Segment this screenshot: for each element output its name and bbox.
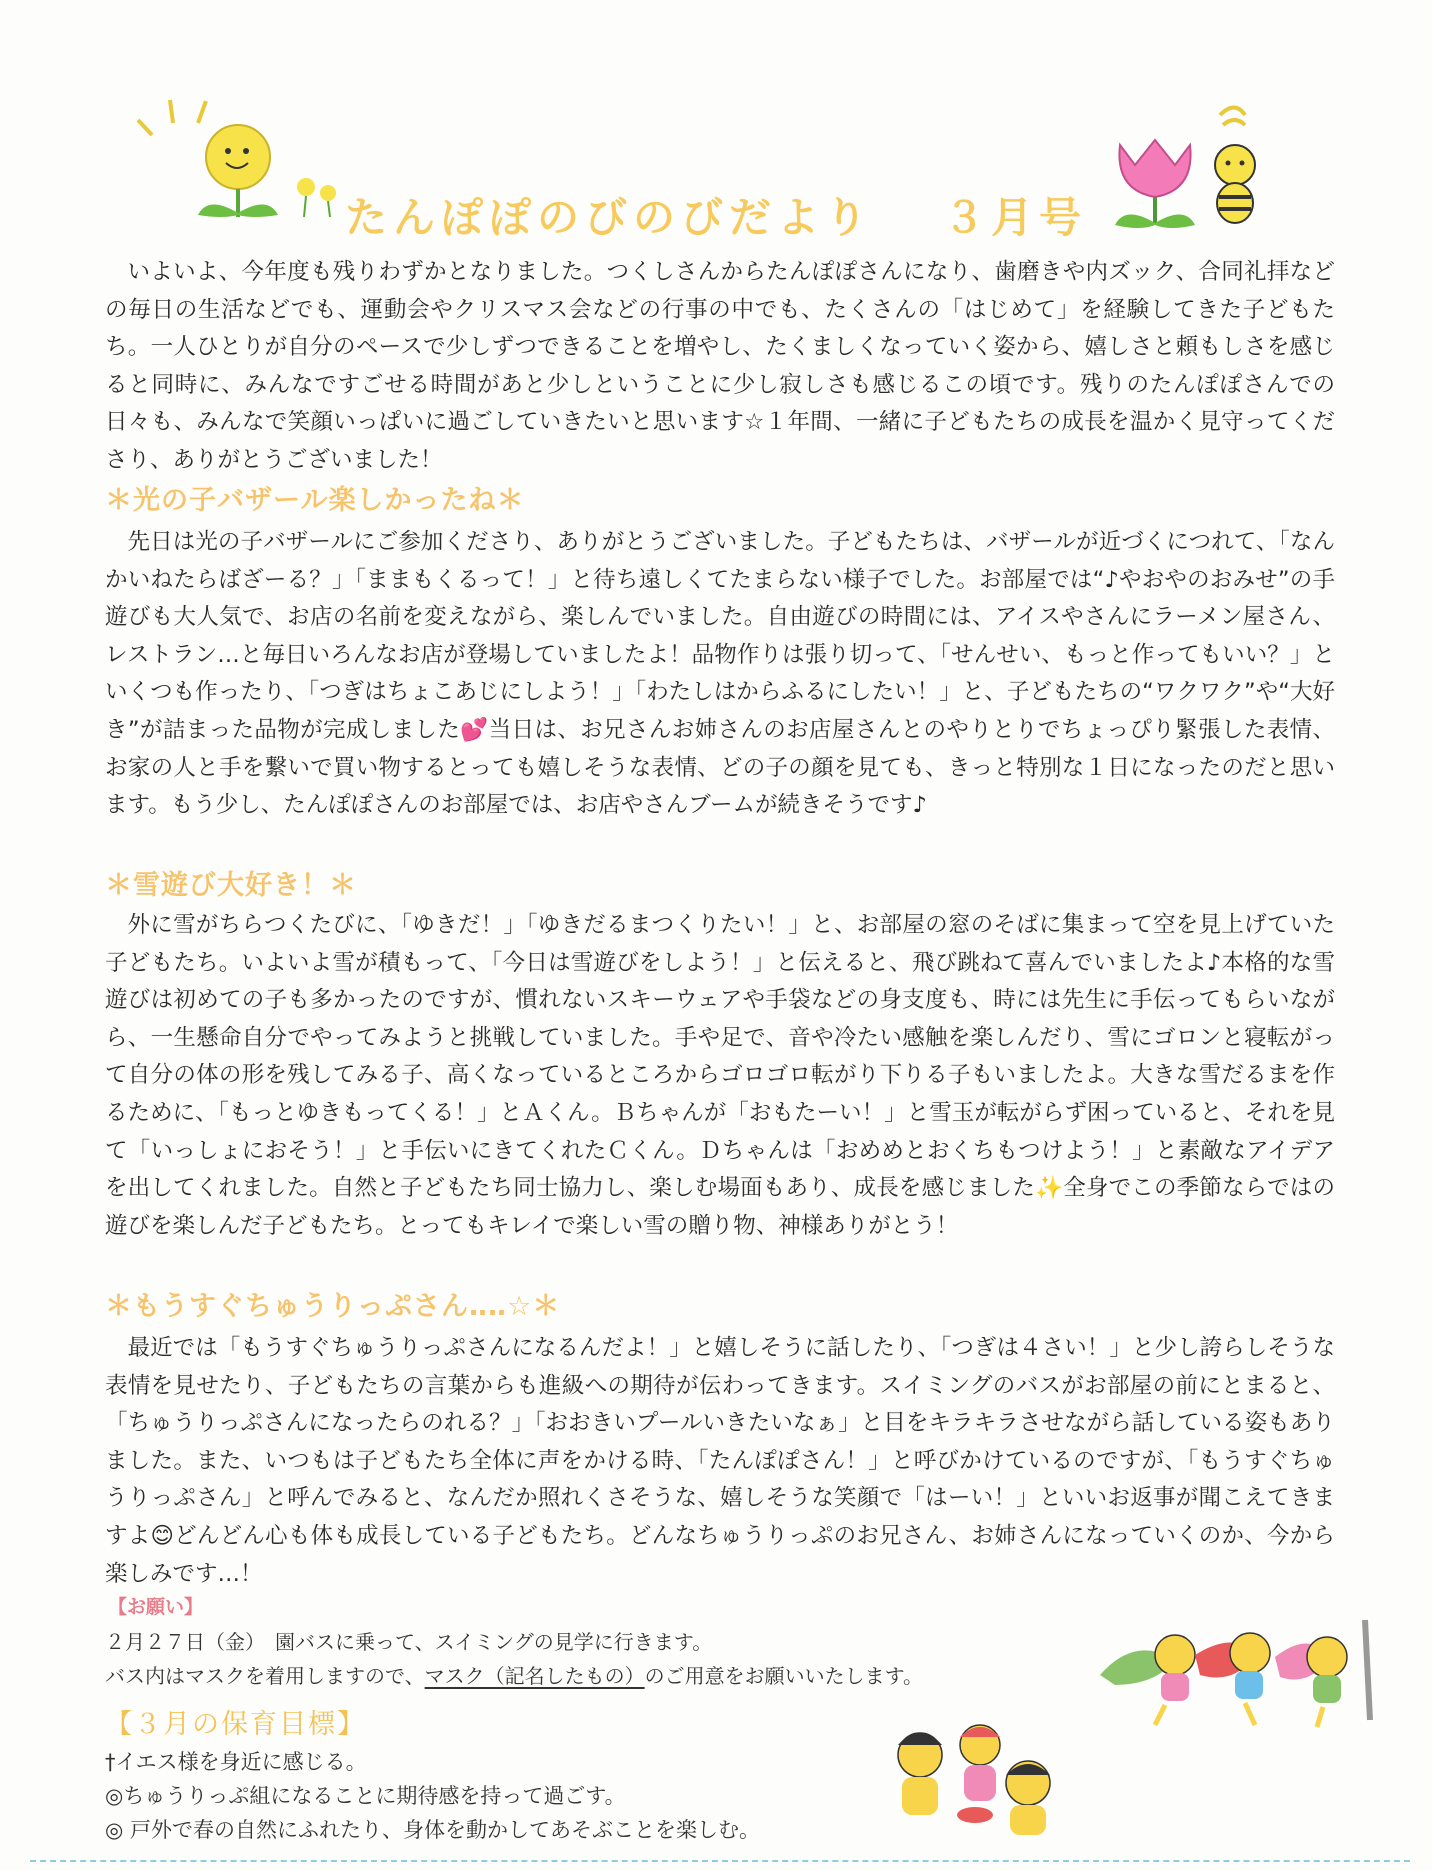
goals-heading: 【３月の保育目標】 bbox=[105, 1709, 366, 1740]
issue-label: ３月号 bbox=[943, 193, 1088, 242]
request-label: 【お願い】 bbox=[108, 1596, 204, 1618]
goal-item: ◎ 戸外で春の自然にふれたり、身体を動かしてあそぶことを楽しむ。 bbox=[105, 1818, 760, 1842]
children-marching-icon bbox=[1095, 1615, 1385, 1730]
request-line-2 bbox=[105, 1660, 923, 1689]
footer-divider bbox=[30, 1860, 1410, 1862]
section-heading-bazaar: ＊光の子バザール楽しかったね＊ bbox=[105, 485, 525, 516]
section-body-bazaar: 先日は光の子バザールにご参加くださり、ありがとうございました。子どもたちは、バザールが近づくにつれて、「なんかいねたらばざーる？」「ままもくるって！」と待ち遠しくてたまらない様子でした。お部屋では“♪やおやのおみせ”の手遊びも大人気で、お店の名前を変えながら、楽しんでいました。自由遊びの時間には、アイスやさんにラーメン屋さん、レストラン…と毎日いろんなお店が登場していましたよ！品物作りは張り切って、「せんせい、もっと作ってもいい？」といくつも作ったり、「つぎはちょこあじにしよう！」「わたしはからふるにしたい！」と、子どもたちの“ワクワク”や“大好き”が詰まった品物が完成しました💕当日は、お兄さんお姉さんのお店屋さんとのやりとりでちょっぴり緊張した表情、お家の人と手を繋いで買い物するとっても嬉しそうな表情、どの子の顔を見ても、きっと特別な１日になったのだと思います。もう少し、たんぽぽさんのお部屋では、お店やさんブームが続きそうです♪ bbox=[105, 529, 1335, 819]
goal-item: ◎ちゅうりっぷ組になることに期待感を持って過ごす。 bbox=[105, 1784, 626, 1808]
title-text: たんぽぽのびのびだより bbox=[345, 193, 874, 242]
bee-icon bbox=[1195, 95, 1275, 235]
section-body-snow: 外に雪がちらつくたびに、「ゆきだ！」「ゆきだるまつくりたい！」と、お部屋の窓のそばに集まって空を見上げていた子どもたち。いよいよ雪が積もって、「今日は雪遊びをしよう！」と伝えると、飛び跳ねて喜んでいましたよ♪本格的な雪遊びは初めての子も多かったのですが、慣れないスキーウェアや手袋などの身支度も、時には先生に手伝ってもらいながら、一生懸命自分でやってみようと挑戦していました。手や足で、音や冷たい感触を楽しんだり、雪にゴロンと寝転がって自分の体の形を残してみる子、高くなっているところからゴロゴロ転がり下りる子もいましたよ。大きな雪だるまを作るために、「もっとゆきもってくる！」とＡくん。Ｂちゃんが「おもたーい！」と雪玉が転がらず困っていると、それを見て「いっしょにおそう！」と手伝いにきてくれたＣくん。Ｄちゃんは「おめめとおくちもつけよう！」と素敵なアイデアを出してくれました。自然と子どもたち同士協力し、楽しむ場面もあり、成長を感じました✨全身でこの季節ならではの遊びを楽しんだ子どもたち。とってもキレイで楽しい雪の贈り物、神様ありがとう！ bbox=[105, 912, 1335, 1239]
dandelion-icon bbox=[128, 95, 358, 225]
intro-paragraph: いよいよ、今年度も残りわずかとなりました。つくしさんからたんぽぽさんになり、歯磨きや内ズック、合同礼拝などの毎日の生活などでも、運動会やクリスマス会などの行事の中でも、たくさんの「はじめて」を経験してきた子どもたち。一人ひとりが自分のペースで少しずつできることを増やし、たくましくなっていく姿から、嬉しさと頼もしさを感じると同時に、みんなですごせる時間があと少しということに少し寂しさも感じるこの頃です。残りのたんぽぽさんでの日々も、みんなで笑顔いっぱいに過ごしていきたいと思います☆１年間、一緒に子どもたちの成長を温かく見守ってくださり、ありがとうございました！ bbox=[105, 259, 1335, 473]
request-mask-note: マスク（記名したもの） bbox=[424, 1664, 645, 1688]
goal-item: †イエス様を身近に感じる。 bbox=[105, 1750, 367, 1774]
request-line-2-post: のご用意をお願いいたします。 bbox=[644, 1664, 924, 1688]
children-playing-icon bbox=[880, 1715, 1080, 1840]
request-line-2-pre: バス内はマスクを着用しますので、 bbox=[105, 1664, 425, 1688]
request-line-1: ２月２７日（金） 園バスに乗って、スイミングの見学に行きます。 bbox=[105, 1630, 713, 1654]
newsletter-title bbox=[345, 185, 1087, 245]
section-heading-snow: ＊雪遊び大好き！＊ bbox=[105, 870, 357, 901]
section-heading-tulip: ＊もうすぐちゅうりっぷさん‥‥☆＊ bbox=[105, 1291, 561, 1322]
section-body-tulip: 最近では「もうすぐちゅうりっぷさんになるんだよ！」と嬉しそうに話したり、「つぎは４さい！」と少し誇らしそうな表情を見せたり、子どもたちの言葉からも進級への期待が伝わってきます。スイミングのバスがお部屋の前にとまると、「ちゅうりっぷさんになったらのれる？」「おおきいプールいきたいなぁ」と目をキラキラさせながら話している姿もありました。また、いつもは子どもたち全体に声をかける時、「たんぽぽさん！」と呼びかけているのですが、「もうすぐちゅうりっぷさん」と呼んでみると、なんだか照れくさそうな、嬉しそうな笑顔で「はーい！」といいお返事が聞こえてきますよ😊どんどん心も体も成長している子どもたち。どんなちゅうりっぷのお兄さん、お姉さんになっていくのか、今から楽しみです…！ bbox=[105, 1335, 1335, 1587]
tulip-icon bbox=[1100, 125, 1210, 235]
